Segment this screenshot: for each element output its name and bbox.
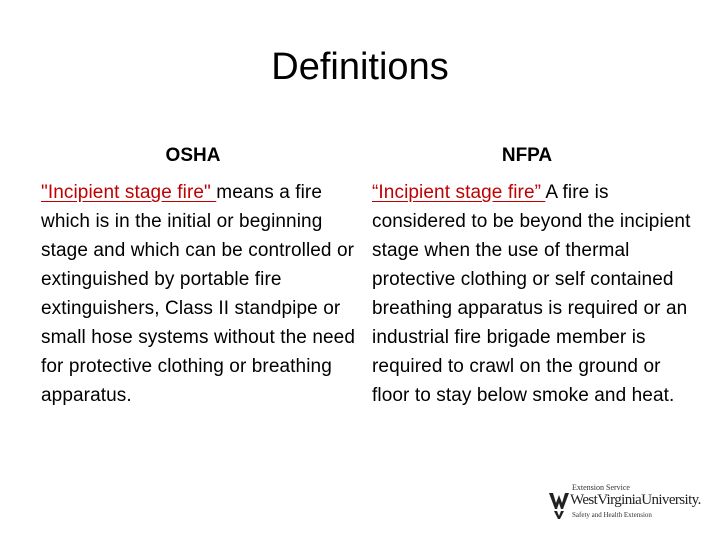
nfpa-column — [372, 142, 692, 410]
logo-top-line: Extension Service — [572, 483, 630, 492]
nfpa-definition: A fire is considered to be beyond the incipient stage when the use of thermal protective clothing or self contained breathing apparatus is required or an industrial fire brigade member is required to crawl on the ground or floor to stay below smoke and heat. — [372, 182, 691, 406]
nfpa-definition-text — [372, 178, 692, 410]
logo-sub-line: Safety and Health Extension — [572, 511, 652, 519]
nfpa-term: “Incipient stage fire” — [372, 182, 546, 203]
slide-title: Definitions — [271, 46, 449, 88]
osha-definition: means a fire which is in the initial or beginning stage and which can be controlled or extinguished by portable fire extinguishers, Class II standpipe or small hose systems without the need for protective clothing or breathing apparatus. — [41, 182, 355, 406]
osha-column — [41, 142, 355, 410]
osha-definition-text — [41, 178, 355, 410]
osha-term: "Incipient stage fire" — [41, 182, 217, 203]
nfpa-heading: NFPA — [501, 145, 553, 166]
wvu-extension-logo — [548, 483, 701, 523]
wvu-flying-wv-icon — [548, 489, 570, 519]
osha-heading: OSHA — [165, 145, 221, 166]
logo-main-line: WestVirginiaUniversity. — [570, 492, 701, 508]
